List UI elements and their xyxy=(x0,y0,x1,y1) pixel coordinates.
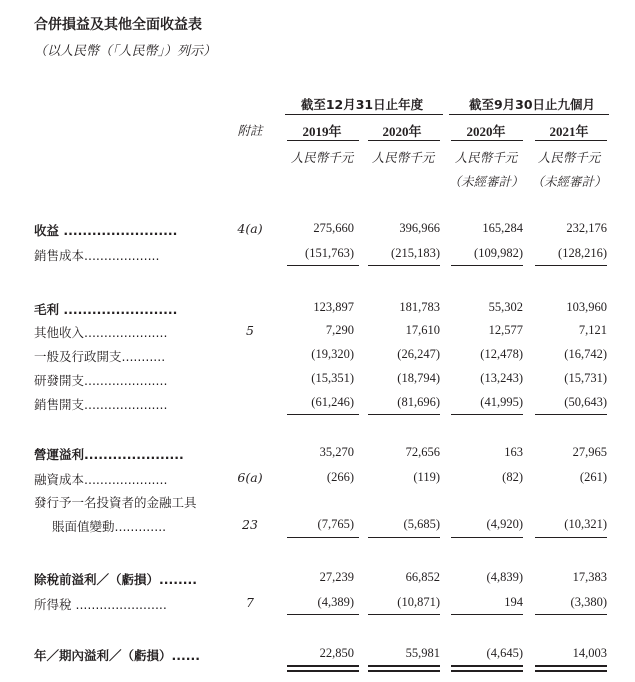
subtotal-rule xyxy=(287,537,359,538)
total-double-rule xyxy=(287,670,359,672)
table-cell: (128,216) xyxy=(558,246,607,260)
table-cell: (151,763) xyxy=(305,246,354,260)
table-cell: 7,121 xyxy=(578,323,607,337)
total-double-rule xyxy=(368,665,440,667)
row-label-profit-before-tax: 除稅前溢利／（虧損）........ xyxy=(34,572,197,587)
column-header-2020-nine: 2020年 xyxy=(466,124,506,139)
subtotal-rule xyxy=(451,414,523,415)
row-label-admin-expenses: 一般及行政開支........... xyxy=(34,349,166,364)
header-group-nine: 截至9月30日止九個月 xyxy=(468,97,596,112)
table-cell: 72,656 xyxy=(405,445,440,459)
subtotal-rule xyxy=(535,265,607,266)
table-cell: (4,389) xyxy=(317,595,354,609)
row-note: 4(a) xyxy=(237,221,263,236)
subtotal-rule xyxy=(451,614,523,615)
table-cell: (50,643) xyxy=(564,395,607,409)
table-cell: 12,577 xyxy=(488,323,523,337)
row-note: 6(a) xyxy=(237,470,263,485)
row-label-gross-profit: 毛利 ........................ xyxy=(34,302,178,317)
table-cell: (81,696) xyxy=(397,395,440,409)
row-label-financial-instrument: 發行予一名投資者的金融工具 xyxy=(34,495,197,510)
subtotal-rule xyxy=(368,414,440,415)
table-cell: (18,794) xyxy=(397,371,440,385)
subtotal-rule xyxy=(535,414,607,415)
year-rule xyxy=(451,140,523,141)
table-cell: 17,383 xyxy=(572,570,607,584)
row-label-cost-of-sales: 銷售成本................... xyxy=(34,248,160,263)
column-header-2020: 2020年 xyxy=(382,124,422,139)
column-unit: 人民幣千元 xyxy=(290,150,354,165)
row-note: 23 xyxy=(242,517,258,532)
table-cell: (109,982) xyxy=(474,246,523,260)
table-cell: (215,183) xyxy=(391,246,440,260)
table-cell: (41,995) xyxy=(480,395,523,409)
header-group-year: 截至12月31日止年度 xyxy=(300,97,424,112)
column-unaudited: （未經審計） xyxy=(448,174,524,189)
table-cell: 181,783 xyxy=(399,300,440,314)
table-cell: (13,243) xyxy=(480,371,523,385)
column-unit: 人民幣千元 xyxy=(371,150,435,165)
year-rule xyxy=(535,140,607,141)
total-double-rule xyxy=(368,670,440,672)
subtotal-rule xyxy=(368,614,440,615)
table-cell: (10,321) xyxy=(564,517,607,531)
table-cell: 55,981 xyxy=(405,646,440,660)
table-cell: 35,270 xyxy=(319,445,354,459)
subtotal-rule xyxy=(287,265,359,266)
subtotal-rule xyxy=(451,537,523,538)
table-cell: (261) xyxy=(579,470,607,484)
row-label-finance-costs: 融資成本..................... xyxy=(34,472,168,487)
table-cell: (5,685) xyxy=(403,517,440,531)
table-cell: 17,610 xyxy=(405,323,440,337)
row-label-income-tax: 所得稅 ....................... xyxy=(34,597,167,612)
subtotal-rule xyxy=(287,414,359,415)
total-double-rule xyxy=(287,665,359,667)
table-cell: 66,852 xyxy=(405,570,440,584)
table-cell: 27,965 xyxy=(572,445,607,459)
table-cell: 27,239 xyxy=(319,570,354,584)
table-cell: (4,839) xyxy=(486,570,523,584)
page-subtitle: （以人民幣（「人民幣」）列示） xyxy=(34,44,217,59)
table-cell: (10,871) xyxy=(397,595,440,609)
year-rule xyxy=(287,140,359,141)
table-cell: (19,320) xyxy=(311,347,354,361)
row-label-selling-expenses: 銷售開支..................... xyxy=(34,397,168,412)
table-cell: (61,246) xyxy=(311,395,354,409)
table-cell: (12,478) xyxy=(480,347,523,361)
table-cell: (16,742) xyxy=(564,347,607,361)
table-cell: 103,960 xyxy=(566,300,607,314)
table-cell: (119) xyxy=(413,470,440,484)
total-double-rule xyxy=(535,670,607,672)
row-note: 7 xyxy=(246,595,254,610)
table-cell: 232,176 xyxy=(566,221,607,235)
subtotal-rule xyxy=(535,614,607,615)
row-label-rnd-expenses: 研發開支..................... xyxy=(34,373,168,388)
subtotal-rule xyxy=(368,537,440,538)
subtotal-rule xyxy=(451,265,523,266)
table-cell: (4,920) xyxy=(486,517,523,531)
column-unit: 人民幣千元 xyxy=(537,150,601,165)
table-cell: (3,380) xyxy=(570,595,607,609)
total-double-rule xyxy=(451,670,523,672)
table-cell: (82) xyxy=(502,470,523,484)
column-header-2021-nine: 2021年 xyxy=(549,124,589,139)
table-cell: (7,765) xyxy=(317,517,354,531)
table-cell: 194 xyxy=(504,595,523,609)
row-label-other-income: 其他收入..................... xyxy=(34,325,168,340)
table-cell: 275,660 xyxy=(313,221,354,235)
year-rule xyxy=(368,140,440,141)
total-double-rule xyxy=(451,665,523,667)
table-cell: 55,302 xyxy=(488,300,523,314)
table-cell: 396,966 xyxy=(399,221,440,235)
row-label-revenue: 收益 ........................ xyxy=(34,223,178,238)
header-rule-year xyxy=(285,114,443,115)
column-unit: 人民幣千元 xyxy=(454,150,518,165)
table-cell: (15,351) xyxy=(311,371,354,385)
total-double-rule xyxy=(535,665,607,667)
table-cell: 22,850 xyxy=(319,646,354,660)
column-unaudited: （未經審計） xyxy=(531,174,607,189)
table-cell: 123,897 xyxy=(313,300,354,314)
table-cell: 7,290 xyxy=(325,323,354,337)
page-title: 合併損益及其他全面收益表 xyxy=(34,17,202,33)
subtotal-rule xyxy=(368,265,440,266)
table-cell: 163 xyxy=(504,445,523,459)
table-cell: (26,247) xyxy=(397,347,440,361)
note-column-header: 附註 xyxy=(237,123,263,138)
table-cell: (15,731) xyxy=(564,371,607,385)
row-note: 5 xyxy=(246,323,254,338)
subtotal-rule xyxy=(535,537,607,538)
table-cell: (4,645) xyxy=(486,646,523,660)
row-label-carrying-change: 賬面值變動............. xyxy=(52,519,167,534)
table-cell: 165,284 xyxy=(482,221,523,235)
table-cell: (266) xyxy=(326,470,354,484)
column-header-2019: 2019年 xyxy=(302,124,342,139)
subtotal-rule xyxy=(287,614,359,615)
table-cell: 14,003 xyxy=(572,646,607,660)
row-label-net-profit: 年／期內溢利／（虧損）...... xyxy=(34,648,200,663)
row-label-operating-profit: 營運溢利..................... xyxy=(34,447,184,462)
header-rule-nine xyxy=(449,114,609,115)
